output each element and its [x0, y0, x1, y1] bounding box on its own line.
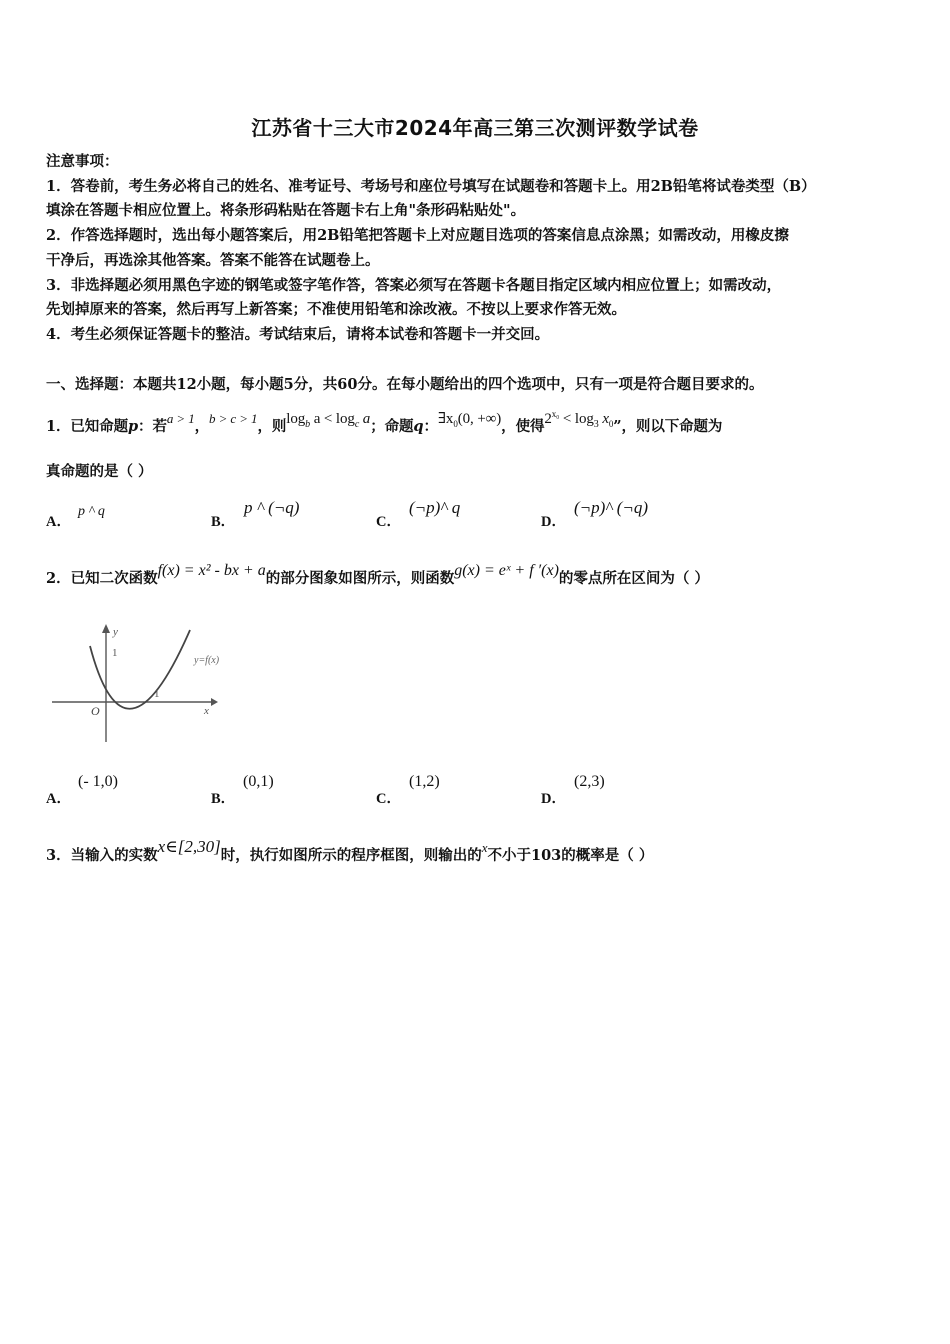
q1-var-q: q: [413, 418, 424, 435]
q1-option-c-letter: C．: [376, 514, 401, 530]
q1-option-c-expr: (¬p)^ q: [409, 498, 461, 517]
note-line: 先划掉原来的答案，然后再写上新答案；不准使用铅笔和涂改液。不按以上要求作答无效。: [46, 301, 626, 318]
note-line: 填涂在答题卡相应位置上。将条形码粘贴在答题卡右上角"条形码粘贴处"。: [46, 202, 526, 219]
page-title: 江苏省十三大市2024年高三第三次测评数学试卷: [251, 116, 699, 140]
q1-text: 1．已知命题: [46, 418, 128, 435]
q2-math: g(x) = eˣ + f ′(x): [454, 562, 559, 579]
q1-math: < log: [559, 411, 594, 427]
q2-option-d-letter: D．: [541, 791, 566, 807]
q2-option-a-expr: (- 1,0): [78, 773, 118, 790]
q1-math-sub: c: [354, 419, 360, 430]
q1-option-b-letter: B．: [211, 514, 236, 530]
q2-text: 的零点所在区间为（ ）: [558, 570, 709, 587]
q3-math: x: [481, 840, 488, 855]
q1-text: ”，则以下命题为: [613, 418, 723, 435]
q2-text: 2．已知二次函数: [46, 570, 158, 587]
q1-text: ；命题: [370, 418, 414, 435]
section-heading: 一、选择题：本题共12小题，每小题5分，共60分。在每小题给出的四个选项中，只有一项是符合题目要求的。: [46, 376, 764, 393]
q1-math: (0, +∞): [457, 411, 502, 427]
q1-math: b > c > 1: [209, 411, 258, 426]
q1-option-a-letter: A．: [46, 514, 71, 530]
q3-text: 3．当输入的实数: [46, 847, 158, 864]
curve-label: y=f(x): [194, 655, 220, 666]
q1-text: ：: [423, 418, 438, 435]
note-line: 4．考生必须保证答题卡的整洁。考试结束后，请将本试卷和答题卡一并交回。: [46, 326, 550, 343]
question-2-stem: [46, 562, 916, 589]
question-3-stem: [46, 837, 916, 866]
origin-label: O: [91, 704, 100, 718]
q1-math-sub: 0: [608, 419, 614, 429]
q1-text: ，使得: [501, 418, 545, 435]
note-line: 1．答卷前，考生务必将自己的姓名、准考证号、考场号和座位号填写在试题卷和答题卡上。用2B铅笔将试卷类型（B）: [46, 178, 816, 195]
q1-math-sub: b: [305, 419, 311, 430]
y-axis-label: y: [113, 626, 118, 638]
parabola-curve: [90, 630, 190, 709]
notes-heading: 注意事项：: [46, 153, 119, 170]
q1-log-expr: [286, 411, 371, 430]
note-line: 3．非选择题必须用黑色字迹的钢笔或签字笔作答，答案必须写在答题卡各题目指定区域内相应位置上；如需改动，: [46, 277, 782, 294]
q1-math-sup: x₀: [551, 409, 560, 419]
q2-option-d-expr: (2,3): [574, 773, 605, 790]
q1-text: ，则: [257, 418, 287, 435]
q1-math: 2: [544, 411, 552, 427]
q2-text: 的部分图象如图所示，则函数: [265, 570, 455, 587]
x-axis-arrow-icon: [211, 698, 218, 706]
q1-option-d-expr: (¬p)^ (¬q): [574, 498, 649, 517]
q3-text: 时，执行如图所示的程序框图，则输出的: [220, 847, 482, 864]
q1-ineq-expr: [544, 409, 614, 430]
note-line: 2．作答选择题时，选出每小题答案后，用2B铅笔把答题卡上对应题目选项的答案信息点涂黑；如需改动，用橡皮擦: [46, 227, 789, 244]
q2-option-a-letter: A．: [46, 791, 71, 807]
q1-math-sub: 3: [593, 419, 599, 430]
q1-math-sub: 0: [453, 419, 458, 429]
note-line: 干净后，再选涂其他答案。答案不能答在试题卷上。: [46, 252, 380, 269]
question-1-stem: [46, 409, 916, 443]
q3-text: 不小于103的概率是（ ）: [487, 847, 654, 864]
q2-option-c-letter: C．: [376, 791, 401, 807]
q1-math: log: [286, 411, 306, 427]
q1-option-b-expr: p ^ (¬q): [244, 498, 300, 517]
q2-option-c-expr: (1,2): [409, 773, 440, 790]
q1-math: ∃x: [437, 411, 454, 427]
q1-math: a > 1: [166, 411, 195, 426]
q1-text: ，: [194, 418, 210, 435]
x-tick-label: 1: [154, 688, 160, 700]
question-1-stem-cont: 真命题的是（ ）: [46, 463, 153, 480]
q1-option-d-letter: D．: [541, 514, 566, 530]
x-axis-label: x: [204, 705, 209, 717]
q2-option-b-expr: (0,1): [243, 773, 274, 790]
q1-math: a < log: [310, 411, 355, 427]
q3-math: x∈[2,30]: [157, 837, 221, 856]
function-graph: [46, 618, 246, 748]
q1-var-p: p: [128, 418, 139, 435]
y-tick-label: 1: [112, 647, 118, 659]
q2-math: f(x) = x² - bx + a: [157, 562, 266, 579]
q2-option-b-letter: B．: [211, 791, 236, 807]
q1-exists-expr: [438, 411, 501, 427]
y-axis-arrow-icon: [102, 624, 110, 633]
q1-option-a-expr: p ^ q: [78, 504, 105, 519]
q1-text: ：若: [138, 418, 167, 435]
q1-math: a: [359, 411, 371, 427]
q1-math: x: [598, 411, 609, 427]
